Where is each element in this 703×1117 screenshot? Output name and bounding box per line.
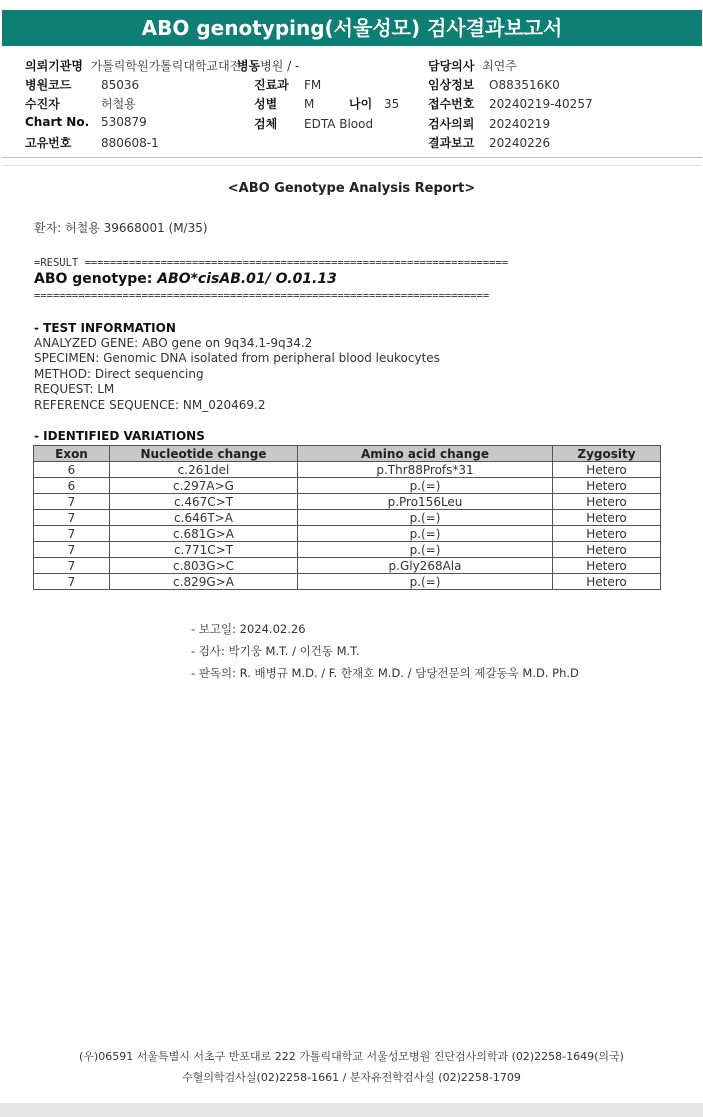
- page-bottom-bar: [0, 1103, 703, 1117]
- receipt-no-label: 접수번호: [428, 97, 475, 111]
- nucleotide-cell: c.297A>G: [110, 478, 298, 494]
- specimen-label: 검체: [254, 117, 278, 131]
- receipt-no-field: [428, 95, 593, 112]
- clinical-info-field: [428, 76, 560, 93]
- table-row: [34, 558, 661, 574]
- patient-label: 수진자: [25, 97, 60, 111]
- genotype-separator: ========================================================================: [34, 290, 490, 302]
- zygosity-cell: Hetero: [553, 542, 661, 558]
- table-header-row: [34, 446, 661, 462]
- request-date-field: [428, 115, 550, 132]
- nucleotide-cell: c.261del: [110, 462, 298, 478]
- nucleotide-cell: c.646T>A: [110, 510, 298, 526]
- request-date-label: 검사의뢰: [428, 117, 475, 131]
- institution-value: 가톨릭학원가톨릭대학교대전: [90, 59, 242, 73]
- genotype-value: ABO*cisAB.01/ O.01.13: [157, 271, 337, 287]
- age-label: 나이: [349, 97, 373, 111]
- header-divider: [2, 157, 702, 158]
- col-nucleotide: Nucleotide change: [110, 446, 298, 462]
- footer-contacts: 수혈의학검사실(02)2258-1661 / 분자유전학검사실 (02)2258-1709: [182, 1071, 521, 1084]
- test-info-gene: ANALYZED GENE: ABO gene on 9q34.1-9q34.2: [34, 336, 313, 350]
- hospital-code-label: 병원코드: [25, 78, 72, 92]
- hospital-code-value: 85036: [101, 78, 140, 92]
- sex-value: M: [304, 97, 315, 111]
- table-row: [34, 510, 661, 526]
- unique-no-field: [25, 134, 159, 151]
- specimen-value: EDTA Blood: [304, 117, 374, 131]
- zygosity-cell: Hetero: [553, 526, 661, 542]
- test-info-title: - TEST INFORMATION: [34, 321, 176, 335]
- zygosity-cell: Hetero: [553, 510, 661, 526]
- exon-cell: 7: [34, 526, 110, 542]
- report-date-value: 20240226: [489, 136, 551, 150]
- zygosity-cell: Hetero: [553, 574, 661, 590]
- amino-acid-cell: p.Pro156Leu: [298, 494, 553, 510]
- exon-cell: 7: [34, 510, 110, 526]
- ward-value: 병원 / -: [260, 59, 300, 73]
- receipt-no-value: 20240219-40257: [489, 97, 593, 111]
- exon-cell: 6: [34, 478, 110, 494]
- specimen-field: [254, 115, 373, 132]
- ward-field: [237, 57, 299, 74]
- report-date-line: - 보고일: 2024.02.26: [191, 622, 306, 636]
- clinical-info-label: 임상정보: [428, 78, 475, 92]
- zygosity-cell: Hetero: [553, 558, 661, 574]
- test-info-specimen: SPECIMEN: Genomic DNA isolated from peripheral blood leukocytes: [34, 351, 440, 365]
- variations-table: [33, 445, 661, 590]
- sex-label: 성별: [254, 97, 278, 111]
- nucleotide-cell: c.467C>T: [110, 494, 298, 510]
- genotype-prefix: ABO genotype:: [34, 271, 158, 287]
- col-amino-acid: Amino acid change: [298, 446, 553, 462]
- unique-no-label: 고유번호: [25, 136, 72, 150]
- table-row: [34, 478, 661, 494]
- zygosity-cell: Hetero: [553, 478, 661, 494]
- amino-acid-cell: p.(=): [298, 574, 553, 590]
- unique-no-value: 880608-1: [101, 136, 159, 150]
- age-value: 35: [384, 97, 400, 111]
- doctor-value: 최연주: [482, 59, 517, 73]
- zygosity-cell: Hetero: [553, 462, 661, 478]
- result-label: =RESULT: [34, 257, 79, 269]
- patient-line: 환자: 허철용 39668001 (M/35): [34, 221, 208, 235]
- report-heading: <ABO Genotype Analysis Report>: [227, 181, 476, 196]
- amino-acid-cell: p.(=): [298, 510, 553, 526]
- table-row: [34, 462, 661, 478]
- genotype-line: [34, 271, 337, 287]
- nucleotide-cell: c.771C>T: [110, 542, 298, 558]
- zygosity-cell: Hetero: [553, 494, 661, 510]
- amino-acid-cell: p.(=): [298, 542, 553, 558]
- test-info-method: METHOD: Direct sequencing: [34, 367, 204, 381]
- chart-no-field: [25, 115, 147, 129]
- chart-no-value: 530879: [101, 115, 147, 129]
- test-info-request: REQUEST: LM: [34, 382, 115, 396]
- report-date-label: 결과보고: [428, 136, 475, 150]
- department-field: [254, 76, 321, 93]
- table-row: [34, 526, 661, 542]
- amino-acid-cell: p.Thr88Profs*31: [298, 462, 553, 478]
- interpreter-line: - 판독의: R. 배병규 M.D. / F. 한재호 M.D. / 담당전문의 제갈동욱 M.D. Ph.D: [191, 666, 579, 680]
- institution-label: 의뢰기관명: [25, 59, 83, 73]
- age-field: [349, 95, 399, 112]
- footer-address: (우)06591 서울특별시 서초구 반포대로 222 가톨릭대학교 서울성모병원 진단검사의학과 (02)2258-1649(의국): [79, 1050, 624, 1063]
- clinical-info-value: O883516K0: [489, 78, 560, 92]
- nucleotide-cell: c.681G>A: [110, 526, 298, 542]
- header-divider-shadow: [2, 165, 702, 166]
- report-title-bar: ABO genotyping(서울성모) 검사결과보고서: [2, 10, 702, 46]
- doctor-label: 담당의사: [428, 59, 475, 73]
- test-info-reference: REFERENCE SEQUENCE: NM_020469.2: [34, 398, 266, 412]
- examiner-line: - 검사: 박기웅 M.T. / 이건동 M.T.: [191, 644, 360, 658]
- table-row: [34, 574, 661, 590]
- exon-cell: 7: [34, 574, 110, 590]
- ward-label: 병동: [237, 59, 261, 73]
- sex-field: [254, 95, 314, 112]
- table-row: [34, 494, 661, 510]
- patient-field: [25, 95, 136, 112]
- department-value: FM: [304, 78, 322, 92]
- institution-field: [25, 57, 241, 74]
- patient-value: 허철용: [101, 97, 136, 111]
- amino-acid-cell: p.Gly268Ala: [298, 558, 553, 574]
- report-date-field: [428, 134, 550, 151]
- chart-no-label: Chart No.: [25, 115, 90, 129]
- result-header: [34, 257, 508, 269]
- department-label: 진료과: [254, 78, 289, 92]
- amino-acid-cell: p.(=): [298, 478, 553, 494]
- col-zygosity: Zygosity: [553, 446, 661, 462]
- doctor-field: [428, 57, 517, 74]
- exon-cell: 6: [34, 462, 110, 478]
- result-rule: ===================================================================: [84, 257, 509, 269]
- amino-acid-cell: p.(=): [298, 526, 553, 542]
- exon-cell: 7: [34, 558, 110, 574]
- exon-cell: 7: [34, 494, 110, 510]
- variations-title: - IDENTIFIED VARIATIONS: [34, 429, 205, 443]
- hospital-code-field: [25, 76, 139, 93]
- col-exon: Exon: [34, 446, 110, 462]
- table-row: [34, 542, 661, 558]
- request-date-value: 20240219: [489, 117, 551, 131]
- nucleotide-cell: c.803G>C: [110, 558, 298, 574]
- exon-cell: 7: [34, 542, 110, 558]
- nucleotide-cell: c.829G>A: [110, 574, 298, 590]
